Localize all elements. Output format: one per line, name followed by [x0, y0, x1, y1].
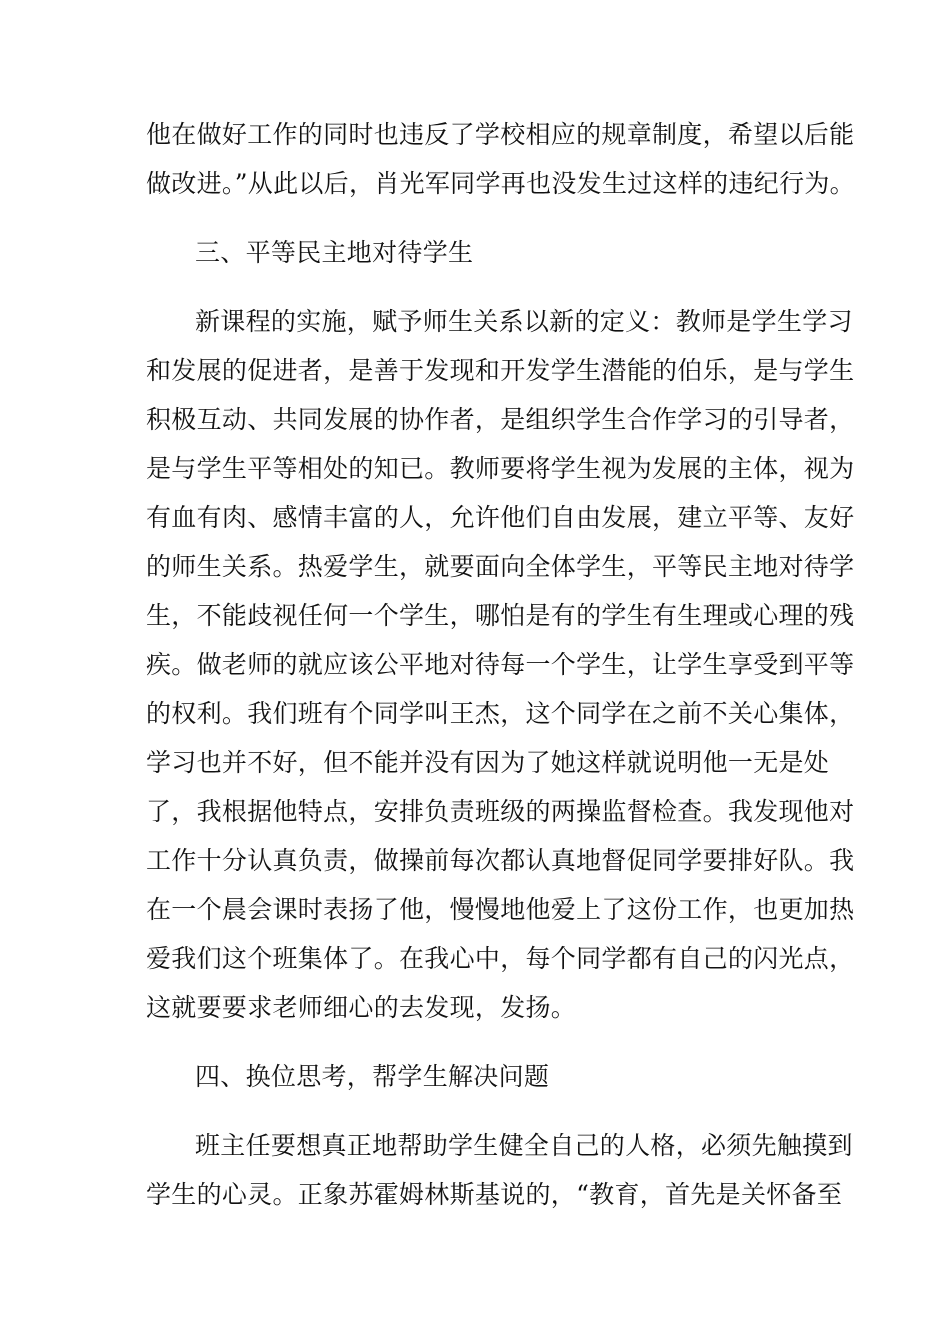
section-heading-4: 四、换位思考，帮学生解决问题	[195, 1062, 550, 1091]
text-line: 在一个晨会课时表扬了他，慢慢地他爱上了这份工作，也更加热	[146, 895, 855, 924]
text-line: 这就要要求老师细心的去发现，发扬。	[146, 993, 577, 1022]
text-line: 疾。做老师的就应该公平地对待每一个学生，让学生享受到平等	[146, 650, 855, 679]
text-line: 有血有肉、感情丰富的人，允许他们自由发展，建立平等、友好	[146, 503, 855, 532]
paragraph-first-line: 新课程的实施，赋予师生关系以新的定义：教师是学生学习	[195, 307, 853, 336]
text-line: 了，我根据他特点，安排负责班级的两操监督检查。我发现他对	[146, 797, 855, 826]
text-line: 做改进。”从此以后，肖光军同学再也没发生过这样的违纪行为。	[146, 169, 855, 198]
text-line: 是与学生平等相处的知已。教师要将学生视为发展的主体，视为	[146, 454, 855, 483]
text-line: 学习也并不好，但不能并没有因为了她这样就说明他一无是处	[146, 748, 830, 777]
text-line: 的师生关系。热爱学生，就要面向全体学生，平等民主地对待学	[146, 552, 855, 581]
text-line: 他在做好工作的同时也违反了学校相应的规章制度，希望以后能	[146, 120, 855, 149]
text-line: 的权利。我们班有个同学叫王杰，这个同学在之前不关心集体，	[146, 699, 855, 728]
text-line: 工作十分认真负责，做操前每次都认真地督促同学要排好队。我	[146, 846, 855, 875]
text-line: 生，不能歧视任何一个学生，哪怕是有的学生有生理或心理的残	[146, 601, 855, 630]
text-line: 爱我们这个班集体了。在我心中，每个同学都有自己的闪光点，	[146, 944, 855, 973]
section-heading-3: 三、平等民主地对待学生	[195, 238, 474, 267]
text-line: 积极互动、共同发展的协作者，是组织学生合作学习的引导者，	[146, 405, 855, 434]
text-line: 和发展的促进者，是善于发现和开发学生潜能的伯乐，是与学生	[146, 356, 855, 385]
paragraph-first-line: 班主任要想真正地帮助学生健全自己的人格，必须先触摸到	[195, 1131, 853, 1160]
text-line: 学生的心灵。正象苏霍姆林斯基说的，“教育，首先是关怀备至	[146, 1180, 843, 1209]
